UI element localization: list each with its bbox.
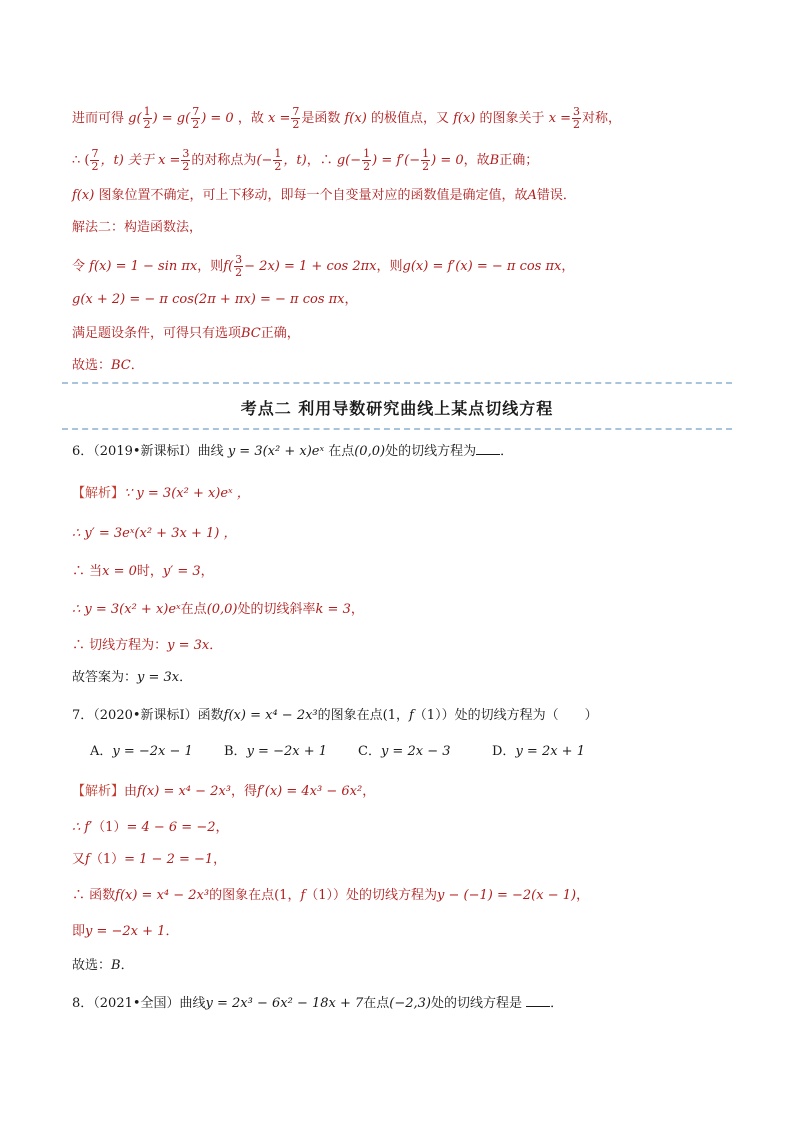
answer-blank: [476, 442, 500, 455]
fraction: $\frac{7}{2}$: [292, 105, 300, 131]
fraction: $\frac{1}{2}$: [422, 147, 430, 173]
solution-line-5: 令 f(x) = 1 − sin πx，则f( $\frac{3}{2}$ − 2x) = 1 + cos 2πx，则g(x) = f′(x) = − π cos πx，: [72, 253, 575, 279]
fraction: $\frac{7}{2}$: [192, 105, 200, 131]
fraction: $\frac{3}{2}$: [573, 105, 581, 131]
fraction: $\frac{3}{2}$: [235, 253, 243, 279]
analysis-tag: 【解析】: [72, 784, 125, 799]
question-7-answer: 故选：B．: [72, 958, 134, 973]
question-6-solution-5: ∴ 切线方程为：y = 3x．: [72, 638, 223, 653]
question-7-solution-1: 【解析】由f(x) = x⁴ − 2x³，得f′(x) = 4x³ − 6x²，: [72, 784, 376, 799]
section-divider-bottom: [62, 428, 732, 430]
solution-line-2: ∴ ( $\frac{7}{2}$ ，t) 关于 x = $\frac{3}{2}$ 的对称点为(− $\frac{1}{2}$ ，t)，∴ g(− $\frac{1}{2}$ ) = f′(− $\frac{1}{2}$ ) = 0，故B正确；: [72, 147, 539, 173]
question-7-stem: 7．（2020•新课标Ⅰ）函数f(x) = x⁴ − 2x³的图象在点(1，f（1））处的切线方程为（ ）: [72, 708, 598, 723]
analysis-tag: 【解析】: [72, 486, 125, 501]
question-7-solution-2: ∴ f′（1）= 4 − 6 = −2，: [72, 820, 229, 835]
fraction: $\frac{3}{2}$: [182, 147, 190, 173]
fraction: $\frac{1}{2}$: [363, 147, 371, 173]
solution-line-8: 故选：BC．: [72, 358, 144, 373]
fraction: $\frac{1}{2}$: [143, 105, 151, 131]
question-6-solution-4: ∴ y = 3(x² + x)eˣ在点(0,0)处的切线斜率k = 3，: [72, 602, 364, 617]
answer-blank: [526, 994, 550, 1007]
solution-line-4: 解法二：构造函数法，: [72, 220, 203, 235]
section-divider-top: [62, 382, 732, 384]
option-a: A．y = −2x − 1: [90, 744, 193, 759]
question-6-stem: 6．（2019•新课标Ⅰ）曲线 y = 3(x² + x)eˣ 在点(0,0)处的切线方程为 ．: [72, 444, 514, 459]
solution-line-3: f(x) 图象位置不确定，可上下移动，即每一个自变量对应的函数值是确定值，故A错误．: [72, 188, 576, 203]
solution-line-1: 进而可得 g( $\frac{1}{2}$ ) = g( $\frac{7}{2}$ ) = 0 ，故 x = $\frac{7}{2}$ 是函数 f(x) 的极值点，又 f(x) 的图象关于 x = $\frac{3}{2}$ 对称，: [72, 105, 622, 131]
question-6-solution-1: 【解析】∵ y = 3(x² + x)eˣ ，: [72, 486, 250, 501]
option-d: D．y = 2x + 1: [492, 744, 585, 759]
section-heading: 考点二 利用导数研究曲线上某点切线方程: [240, 399, 554, 418]
solution-line-6: g(x + 2) = − π cos(2π + πx) = − π cos πx，: [72, 292, 358, 307]
fraction: $\frac{7}{2}$: [91, 147, 99, 173]
question-7-solution-3: 又f（1）= 1 − 2 = −1，: [72, 852, 227, 867]
fraction: $\frac{1}{2}$: [274, 147, 282, 173]
question-6-solution-2: ∴ y′ = 3eˣ(x² + 3x + 1) ，: [72, 526, 237, 541]
question-6-solution-3: ∴ 当x = 0时，y′ = 3，: [72, 564, 214, 579]
question-8-stem: 8．（2021•全国）曲线y = 2x³ − 6x² − 18x + 7在点(−2,3)处的切线方程是 ．: [72, 996, 564, 1011]
solution-line-7: 满足题设条件，可得只有选项BC正确，: [72, 326, 300, 341]
option-c: C．y = 2x − 3: [358, 744, 451, 759]
question-7-solution-4: ∴ 函数f(x) = x⁴ − 2x³的图象在点(1，f（1））处的切线方程为y − (−1) = −2(x − 1)，: [72, 888, 590, 903]
option-b: B．y = −2x + 1: [224, 744, 327, 759]
question-7-options: [90, 742, 626, 762]
question-7-solution-5: 即y = −2x + 1．: [72, 924, 179, 939]
question-6-answer: 故答案为：y = 3x．: [72, 670, 193, 685]
